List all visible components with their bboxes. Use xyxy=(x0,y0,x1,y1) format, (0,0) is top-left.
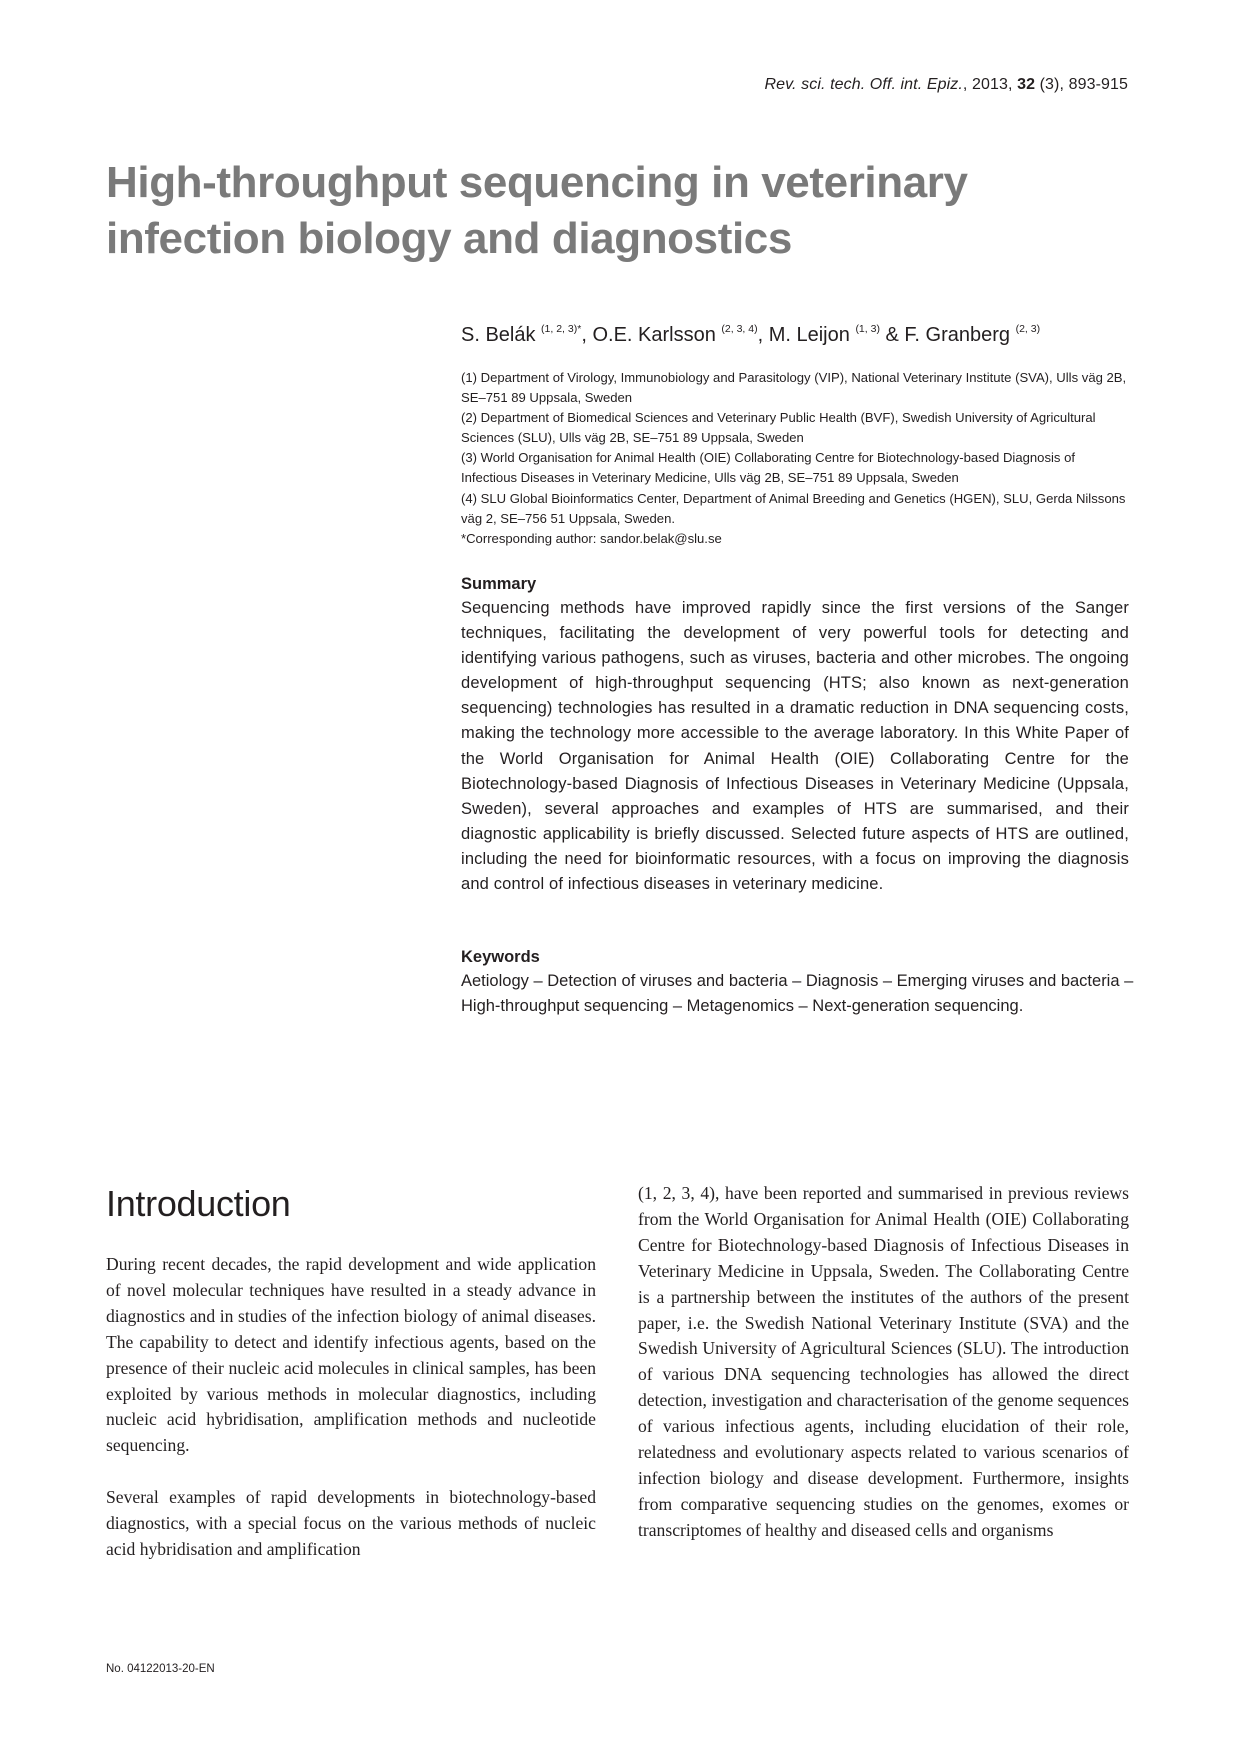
journal-issue-pages: (3), 893-915 xyxy=(1035,76,1128,93)
summary-text: Sequencing methods have improved rapidly since the first versions of the Sanger techniques, facilitating the development of very powerful tools for detecting and identifying various pathogens, such as viruses, bacteria and other microbes. The ongoing development of high-throughput sequencing (HTS; also known as next-generation sequencing) technologies has resulted in a dramatic reduction in DNA sequencing costs, making the technology more accessible to the average laboratory. In this White Paper of the World Organisation for Animal Health (OIE) Collaborating Centre for the Biotechnology-based Diagnosis of Infectious Diseases in Veterinary Medicine (Uppsala, Sweden), several approaches and examples of HTS are summarised, and their diagnostic applicability is briefly discussed. Selected future aspects of HTS are outlined, including the need for bioinformatic resources, with a focus on improving the diagnosis and control of infectious diseases in veterinary medicine. xyxy=(461,599,1129,894)
corresponding-author: *Corresponding author: sandor.belak@slu.se xyxy=(461,530,722,546)
affiliation-item: (2) Department of Biomedical Sciences and Veterinary Public Health (BVF), Swedish University of Agricultural Sciences (SLU), Ulls väg 2B, SE–751 89 Uppsala, Sweden xyxy=(461,410,1096,446)
body-paragraph: Several examples of rapid developments in biotechnology-based diagnostics, with a special focus on the various methods of nucleic acid hybridisation and amplification xyxy=(106,1487,596,1560)
author-affiliation-ref: (1, 3) xyxy=(855,323,880,335)
body-column-left xyxy=(106,1252,596,1563)
author-separator: , xyxy=(757,324,769,346)
journal-citation xyxy=(764,76,1128,94)
affiliation-item: (3) World Organisation for Animal Health (OIE) Collaborating Centre for Biotechnology-based Diagnosis of Infectious Diseases in Veterinary Medicine, Ulls väg 2B, SE–751 89 Uppsala, Sweden xyxy=(461,450,1076,486)
journal-name: Rev. sci. tech. Off. int. Epiz. xyxy=(764,76,963,93)
author-affiliation-ref: (1, 2, 3)* xyxy=(541,323,582,335)
summary-section xyxy=(461,572,1129,897)
author-separator: , xyxy=(581,324,593,346)
affiliation-item: (1) Department of Virology, Immunobiology and Parasitology (VIP), National Veterinary Institute (SVA), Ulls väg 2B, SE–751 89 Uppsala, Sweden xyxy=(461,370,1127,406)
author-name: M. Leijon xyxy=(768,324,850,346)
affiliation-item: (4) SLU Global Bioinformatics Center, Department of Animal Breeding and Genetics (HGEN), SLU, Gerda Nilssons väg 2, SE–756 51 Uppsala, Sweden. xyxy=(461,490,1126,526)
author-name: F. Granberg xyxy=(904,324,1011,346)
author-separator: & xyxy=(879,324,905,346)
introduction-heading: Introduction xyxy=(106,1183,291,1224)
paper-title: High-throughput sequencing in veterinary infection biology and diagnostics xyxy=(106,158,968,263)
affiliations xyxy=(461,368,1131,549)
body-column-right xyxy=(638,1181,1129,1544)
document-number: No. 04122013-20-EN xyxy=(106,1663,215,1675)
author-affiliation-ref: (2, 3, 4) xyxy=(721,323,758,335)
author-name: S. Belák xyxy=(461,324,536,346)
body-paragraph: During recent decades, the rapid development and wide application of novel molecular techniques have resulted in a steady advance in diagnostics and in studies of the infection biology of animal diseases. The capability to detect and identify infectious agents, based on the presence of their nucleic acid molecules in clinical samples, has been exploited by various methods in molecular diagnostics, including nucleic acid hybridisation, amplification methods and nucleotide sequencing. xyxy=(106,1254,596,1456)
author-name: O.E. Karlsson xyxy=(592,324,716,346)
summary-heading: Summary xyxy=(461,575,537,593)
journal-volume: 32 xyxy=(1017,76,1036,93)
keywords-text: Aetiology – Detection of viruses and bacteria – Diagnosis – Emerging viruses and bacteria – High-throughput sequencing – Metagenomics – Next-generation sequencing. xyxy=(461,972,1134,1015)
keywords-section xyxy=(461,945,1141,1019)
journal-year: , 2013, xyxy=(962,76,1018,93)
author-list xyxy=(461,322,1040,348)
author-affiliation-ref: (2, 3) xyxy=(1015,323,1041,335)
body-paragraph: (1, 2, 3, 4), have been reported and summarised in previous reviews from the World Organisation for Animal Health (OIE) Collaborating Centre for Biotechnology-based Diagnosis of Infectious Diseases in Veterinary Medicine in Uppsala, Sweden. The Collaborating Centre is a partnership between the institutes of the authors of the present paper, i.e. the Swedish National Veterinary Institute (SVA) and the Swedish University of Agricultural Sciences (SLU). The introduction of various DNA sequencing technologies has allowed the direct detection, investigation and characterisation of the genome sequences of various infectious agents, including elucidation of their role, relatedness and evolutionary aspects related to various scenarios of infection biology and disease development. Furthermore, insights from comparative sequencing studies on the genomes, exomes or transcriptomes of healthy and diseased cells and organisms xyxy=(638,1183,1129,1540)
keywords-heading: Keywords xyxy=(461,948,540,966)
